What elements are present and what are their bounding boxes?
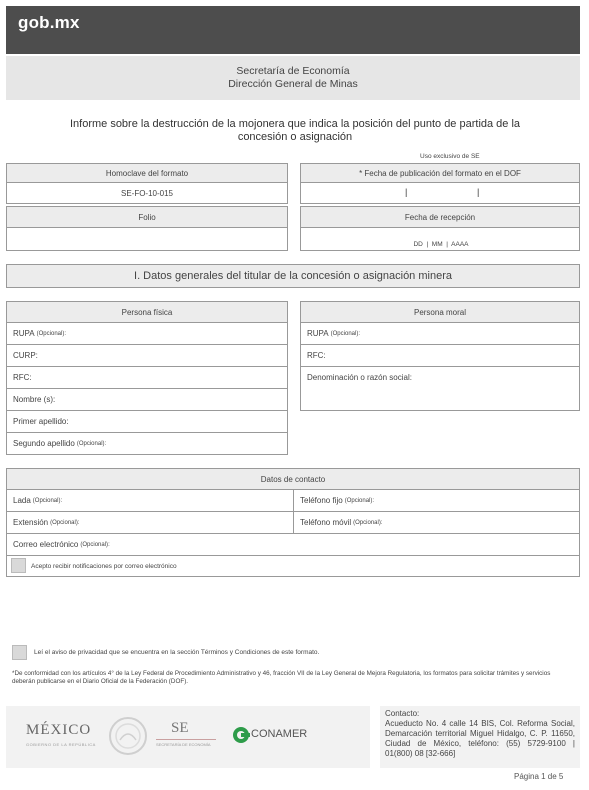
fisica-nombre-field[interactable] — [6, 388, 288, 411]
section-1-title: I. Datos generales del titular de la concesión o asignación minera — [6, 264, 580, 288]
fisica-curp-label: CURP: — [13, 351, 38, 360]
directorate-name: Dirección General de Minas — [228, 78, 358, 90]
dof-footnote: *De conformidad con los artículos 4° de la Ley Federal de Procedimiento Administrativo y 46, fracción VII de la Ley General de Mejora Regulatoria, los formatos para solicitar trámites y servicios deberán publicarse en el Diario Oficial de la Federación (DOF). — [12, 670, 551, 685]
dof-date-field[interactable] — [300, 182, 580, 204]
agency-name: Secretaría de Economía — [236, 65, 350, 77]
fisica-curp-field[interactable] — [6, 344, 288, 367]
se-logo: SE — [171, 720, 189, 736]
fisica-primer-apellido-label: Primer apellido: — [13, 417, 69, 426]
contact-body: Acueducto No. 4 calle 14 BIS, Col. Reforma Social, Demarcación territorial Miguel Hidalgo, C. P. 11650, Ciudad de México, teléfono: (55) 5729-9100 | 01(800) 08 [32-666] — [385, 719, 575, 758]
contact-data-header: Datos de contacto — [6, 468, 580, 490]
fisica-rupa-field[interactable]: RUPA (Opcional) : — [6, 322, 288, 345]
page-number: Página 1 de 5 — [514, 772, 564, 781]
telefono-movil-field[interactable]: Teléfono móvil (Opcional) : — [293, 511, 580, 534]
optional-tag: (Opcional) — [344, 497, 373, 504]
extension-label: Extensión — [13, 518, 49, 527]
optional-tag: (Opcional) — [36, 330, 65, 337]
national-seal-icon — [108, 716, 148, 756]
fisica-segundo-apellido-field[interactable]: Segundo apellido (Opcional) : — [6, 432, 288, 455]
moral-rupa-field[interactable]: RUPA (Opcional) : — [300, 322, 580, 345]
mexico-logo-sub: GOBIERNO DE LA REPÚBLICA — [26, 742, 96, 747]
footer-contact — [380, 706, 580, 768]
acepto-notificaciones-checkbox[interactable] — [11, 558, 26, 573]
fisica-rfc-field[interactable] — [6, 366, 288, 389]
optional-tag: (Opcional) — [80, 541, 109, 548]
moral-rfc-label: RFC: — [307, 351, 326, 360]
form-title — [60, 118, 530, 144]
persona-moral-header: Persona moral — [300, 301, 580, 323]
optional-tag: (Opcional) — [32, 497, 61, 504]
conamer-logo-icon — [232, 726, 250, 744]
fisica-primer-apellido-field[interactable] — [6, 410, 288, 433]
se-logo-rule — [156, 739, 216, 740]
moral-rfc-field[interactable] — [300, 344, 580, 367]
reception-date-label: Fecha de recepción — [300, 206, 580, 228]
form-title-line2: concesión o asignación — [237, 131, 353, 143]
persona-fisica-header: Persona física — [6, 301, 288, 323]
correo-field[interactable]: Correo electrónico (Opcional) : — [6, 533, 580, 556]
form-title-line1: Informe sobre la destrucción de la mojonera que indica la posición del punto de partida de la — [69, 118, 521, 130]
optional-tag: (Opcional) — [76, 440, 105, 447]
telefono-fijo-label: Teléfono fijo — [300, 496, 343, 505]
fisica-nombre-label: Nombre (s): — [13, 395, 56, 404]
moral-rupa-label: RUPA — [307, 329, 329, 338]
footer-logos — [6, 706, 370, 768]
acepto-notificaciones-label: Acepto recibir notificaciones por correo electrónico — [31, 563, 177, 570]
folio-field[interactable] — [6, 227, 288, 251]
agency-header — [6, 56, 580, 100]
reception-date-format: DD | MM | AAAA — [413, 241, 469, 248]
privacy-label: Leí el aviso de privacidad que se encuentra en la sección Términos y Condiciones de este formato. — [34, 649, 320, 656]
top-bar — [6, 6, 580, 54]
optional-tag: (Opcional) — [353, 519, 381, 526]
lada-label: Lada — [13, 496, 31, 505]
homoclave-value: SE-FO-10-015 — [6, 182, 288, 204]
moral-denominacion-field[interactable] — [300, 366, 580, 411]
extension-field[interactable]: Extensión (Opcional) : — [6, 511, 294, 534]
correo-label: Correo electrónico — [13, 540, 79, 549]
dof-date-separator-1: | — [405, 187, 408, 197]
lada-field[interactable]: Lada (Opcional) : — [6, 489, 294, 512]
dof-date-separator-2: | — [477, 187, 480, 197]
optional-tag: (Opcional) — [330, 330, 359, 337]
folio-label: Folio — [6, 206, 288, 228]
telefono-movil-label: Teléfono móvil — [300, 518, 352, 527]
moral-denominacion-label: Denominación o razón social: — [307, 373, 412, 382]
contact-title: Contacto: — [385, 709, 420, 718]
telefono-fijo-field[interactable]: Teléfono fijo (Opcional) : — [293, 489, 580, 512]
se-logo-sub: SECRETARÍA DE ECONOMÍA — [156, 742, 211, 747]
optional-tag: (Opcional) — [50, 519, 78, 526]
fisica-rupa-label: RUPA — [13, 329, 35, 338]
fisica-segundo-apellido-label: Segundo apellido — [13, 439, 75, 448]
conamer-logo: CONAMER — [251, 728, 308, 740]
exclusive-use-label: Uso exclusivo de SE — [420, 153, 480, 160]
privacy-checkbox[interactable] — [12, 645, 27, 660]
mexico-logo: MÉXICO — [26, 722, 92, 738]
gob-mx-logo[interactable]: gob.mx — [18, 13, 80, 32]
dof-date-label: * Fecha de publicación del formato en el DOF — [300, 163, 580, 183]
fisica-rfc-label: RFC: — [13, 373, 32, 382]
reception-date-field[interactable] — [300, 227, 580, 251]
acepto-notificaciones-row — [6, 555, 580, 577]
homoclave-label: Homoclave del formato — [6, 163, 288, 183]
